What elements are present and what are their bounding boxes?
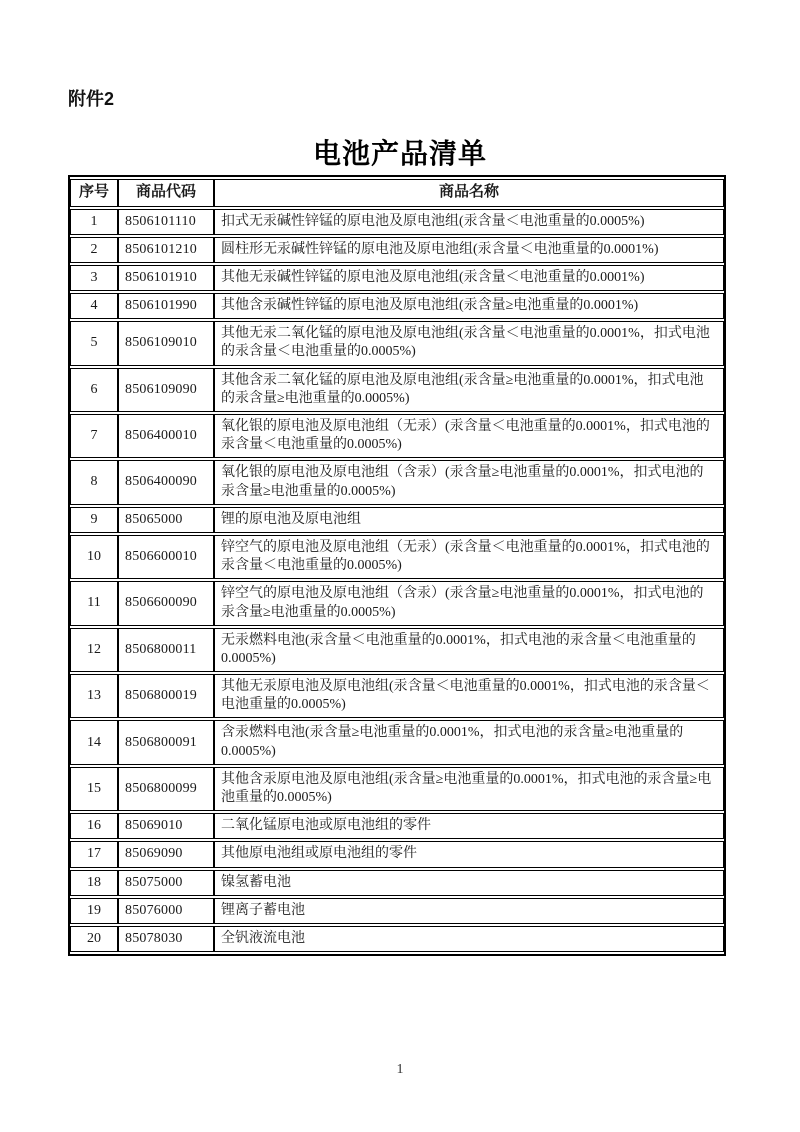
product-code-cell: 85075000 xyxy=(118,870,214,896)
serial-number-cell: 18 xyxy=(70,870,118,896)
table-row xyxy=(70,870,724,896)
product-code-cell: 85078030 xyxy=(118,926,214,952)
product-name-cell: 全钒液流电池 xyxy=(214,926,724,952)
serial-number-cell: 14 xyxy=(70,720,118,764)
product-name-cell: 其他含汞二氧化锰的原电池及原电池组(汞含量≥电池重量的0.0001%，扣式电池的汞含量≥电池重量的0.0005%) xyxy=(214,368,724,412)
product-name-cell: 氧化银的原电池及原电池组（含汞）(汞含量≥电池重量的0.0001%，扣式电池的汞含量≥电池重量的0.0005%) xyxy=(214,460,724,504)
battery-product-table xyxy=(68,175,726,956)
product-name-cell: 氧化银的原电池及原电池组（无汞）(汞含量＜电池重量的0.0001%，扣式电池的汞含量＜电池重量的0.0005%) xyxy=(214,414,724,458)
table-row xyxy=(70,265,724,291)
table-row xyxy=(70,368,724,412)
serial-number-cell: 4 xyxy=(70,293,118,319)
product-code-cell: 8506800011 xyxy=(118,628,214,672)
serial-number-cell: 3 xyxy=(70,265,118,291)
serial-number-cell: 10 xyxy=(70,535,118,579)
product-code-cell: 8506800019 xyxy=(118,674,214,718)
product-name-cell: 锌空气的原电池及原电池组（含汞）(汞含量≥电池重量的0.0001%，扣式电池的汞含量≥电池重量的0.0005%) xyxy=(214,581,724,625)
product-code-cell: 8506800091 xyxy=(118,720,214,764)
product-code-cell: 85065000 xyxy=(118,507,214,533)
product-name-cell: 锂的原电池及原电池组 xyxy=(214,507,724,533)
table-row xyxy=(70,460,724,504)
table-row xyxy=(70,321,724,365)
product-code-cell: 8506600010 xyxy=(118,535,214,579)
product-name-cell: 其他无汞原电池及原电池组(汞含量＜电池重量的0.0001%，扣式电池的汞含量＜电池重量的0.0005%) xyxy=(214,674,724,718)
column-header-serial-number: 序号 xyxy=(70,179,118,207)
serial-number-cell: 12 xyxy=(70,628,118,672)
product-code-cell: 8506109010 xyxy=(118,321,214,365)
serial-number-cell: 13 xyxy=(70,674,118,718)
serial-number-cell: 19 xyxy=(70,898,118,924)
table-row xyxy=(70,767,724,811)
serial-number-cell: 17 xyxy=(70,841,118,867)
serial-number-cell: 6 xyxy=(70,368,118,412)
serial-number-cell: 15 xyxy=(70,767,118,811)
serial-number-cell: 7 xyxy=(70,414,118,458)
product-name-cell: 镍氢蓄电池 xyxy=(214,870,724,896)
serial-number-cell: 1 xyxy=(70,209,118,235)
product-name-cell: 其他无汞碱性锌锰的原电池及原电池组(汞含量＜电池重量的0.0001%) xyxy=(214,265,724,291)
table-row xyxy=(70,841,724,867)
product-table xyxy=(70,177,724,954)
table-row xyxy=(70,507,724,533)
product-name-cell: 其他无汞二氧化锰的原电池及原电池组(汞含量＜电池重量的0.0001%，扣式电池的汞含量＜电池重量的0.0005%) xyxy=(214,321,724,365)
product-code-cell: 8506101210 xyxy=(118,237,214,263)
table-body xyxy=(70,209,724,953)
product-name-cell: 锂离子蓄电池 xyxy=(214,898,724,924)
table-row xyxy=(70,209,724,235)
product-code-cell: 8506400090 xyxy=(118,460,214,504)
product-name-cell: 其他含汞碱性锌锰的原电池及原电池组(汞含量≥电池重量的0.0001%) xyxy=(214,293,724,319)
column-header-product-name: 商品名称 xyxy=(214,179,724,207)
table-row xyxy=(70,414,724,458)
table-row xyxy=(70,293,724,319)
table-row xyxy=(70,926,724,952)
serial-number-cell: 11 xyxy=(70,581,118,625)
serial-number-cell: 8 xyxy=(70,460,118,504)
product-code-cell: 8506400010 xyxy=(118,414,214,458)
product-code-cell: 8506101910 xyxy=(118,265,214,291)
table-row xyxy=(70,720,724,764)
product-name-cell: 锌空气的原电池及原电池组（无汞）(汞含量＜电池重量的0.0001%，扣式电池的汞含量＜电池重量的0.0005%) xyxy=(214,535,724,579)
product-name-cell: 无汞燃料电池(汞含量＜电池重量的0.0001%，扣式电池的汞含量＜电池重量的0.0005%) xyxy=(214,628,724,672)
product-code-cell: 8506101110 xyxy=(118,209,214,235)
serial-number-cell: 20 xyxy=(70,926,118,952)
product-name-cell: 含汞燃料电池(汞含量≥电池重量的0.0001%，扣式电池的汞含量≥电池重量的0.0005%) xyxy=(214,720,724,764)
table-row xyxy=(70,581,724,625)
product-code-cell: 8506600090 xyxy=(118,581,214,625)
product-code-cell: 8506109090 xyxy=(118,368,214,412)
product-code-cell: 85076000 xyxy=(118,898,214,924)
product-code-cell: 85069010 xyxy=(118,813,214,839)
product-name-cell: 其他含汞原电池及原电池组(汞含量≥电池重量的0.0001%，扣式电池的汞含量≥电池重量的0.0005%) xyxy=(214,767,724,811)
product-code-cell: 8506101990 xyxy=(118,293,214,319)
page-title: 电池产品清单 xyxy=(312,139,487,170)
table-row xyxy=(70,628,724,672)
table-row xyxy=(70,237,724,263)
column-header-product-code: 商品代码 xyxy=(118,179,214,207)
product-code-cell: 8506800099 xyxy=(118,767,214,811)
serial-number-cell: 9 xyxy=(70,507,118,533)
table-header-row xyxy=(70,179,724,207)
page-number: 1 xyxy=(396,1062,404,1077)
table-row xyxy=(70,674,724,718)
table-row xyxy=(70,813,724,839)
product-name-cell: 二氧化锰原电池或原电池组的零件 xyxy=(214,813,724,839)
table-row xyxy=(70,898,724,924)
serial-number-cell: 2 xyxy=(70,237,118,263)
table-row xyxy=(70,535,724,579)
product-name-cell: 其他原电池组或原电池组的零件 xyxy=(214,841,724,867)
product-name-cell: 扣式无汞碱性锌锰的原电池及原电池组(汞含量＜电池重量的0.0005%) xyxy=(214,209,724,235)
product-code-cell: 85069090 xyxy=(118,841,214,867)
serial-number-cell: 5 xyxy=(70,321,118,365)
serial-number-cell: 16 xyxy=(70,813,118,839)
attachment-label: 附件2 xyxy=(68,89,115,109)
product-name-cell: 圆柱形无汞碱性锌锰的原电池及原电池组(汞含量＜电池重量的0.0001%) xyxy=(214,237,724,263)
